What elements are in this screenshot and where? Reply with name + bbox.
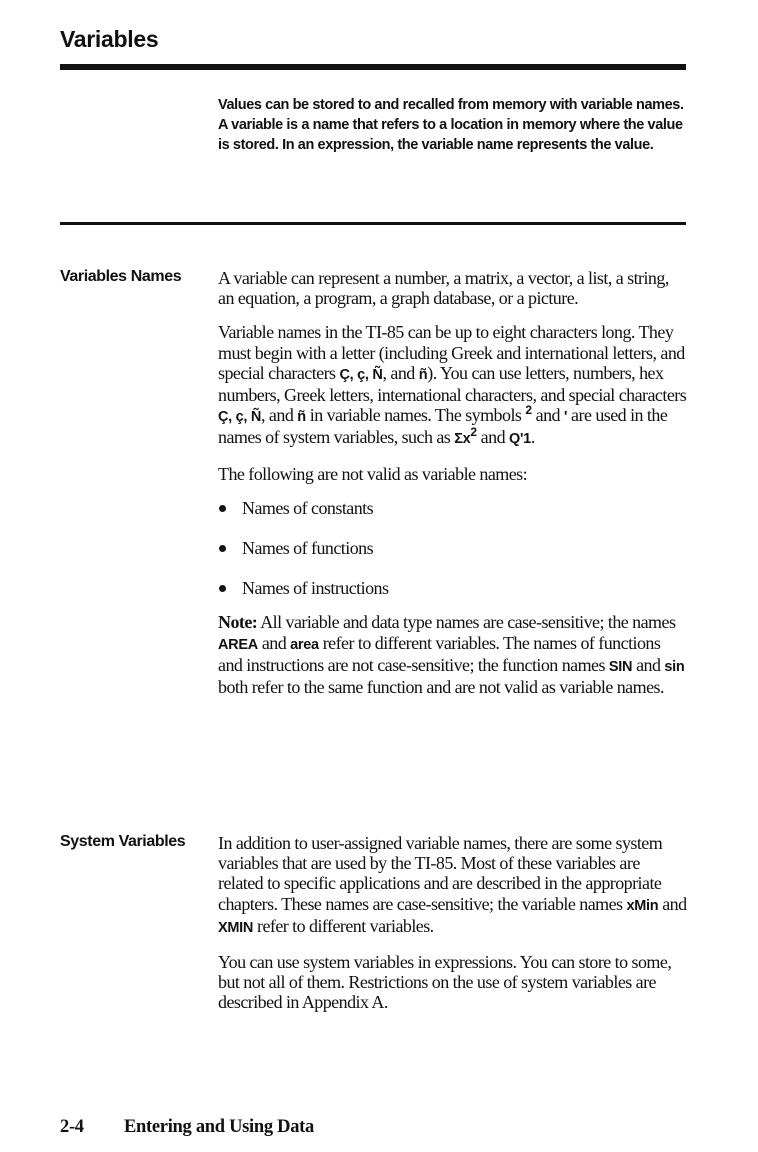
note-label: Note: [218,612,258,633]
invalid-names-list [218,498,688,599]
intro-paragraph: Values can be stored to and recalled from memory with variable names. A variable is a name that refers to a location in memory where the value is stored. In an expression, the variable name represents the value. [218,97,684,153]
chapter-title: Entering and Using Data [124,1117,314,1137]
system-variables-para-1: In addition to user-assigned variable names, there are some system variables that are used by the TI-85. Most of these variables are related to specific applications and are described in the appropriate chapters. These names are case-sensitive; the variable names xMin and XMIN refer to different variables. [218,833,687,936]
note-paragraph: Note: All variable and data type names are case-sensitive; the names AREA and area refer to different variables. The names of functions and instructions are not case-sensitive; the function names SIN and sin both refer to the same function and are not valid as variable names. [218,612,685,698]
section-divider [60,222,686,225]
variable-names-para-3: The following are not valid as variable names: [218,463,528,484]
page-footer [60,1117,314,1138]
system-variables-heading: System Variables [60,833,186,850]
system-variables-para-2: You can use system variables in expressions. You can store to some, but not all of them. Restrictions on the use of system variables are described in Appendix A. [218,952,672,1013]
list-item: Names of instructions [218,578,688,598]
page-title: Variables [60,26,159,52]
page-number: 2-4 [60,1117,84,1137]
variable-names-para-1: A variable can represent a number, a matrix, a vector, a list, a string, an equation, a program, a graph database, or a picture. [218,268,669,309]
list-item: Names of constants [218,498,688,518]
variable-names-para-2: Variable names in the TI-85 can be up to eight characters long. They must begin with a letter (including Greek and international letters, and special characters Ç, ç, Ñ, and ñ). You can use letters, numbers, hex numbers, Greek letters, international characters, and special characters Ç, ç, Ñ, and ñ in variable names. The symbols $^2$ and ' are used in the names of system variables, such as $\Sigma x^2$ and Q'1. [218,322,687,448]
list-item: Names of functions [218,538,688,558]
variable-names-section [218,268,688,711]
system-variables-section [218,833,688,1027]
variable-names-heading: Variables Names [60,268,182,285]
title-rule [60,64,686,70]
